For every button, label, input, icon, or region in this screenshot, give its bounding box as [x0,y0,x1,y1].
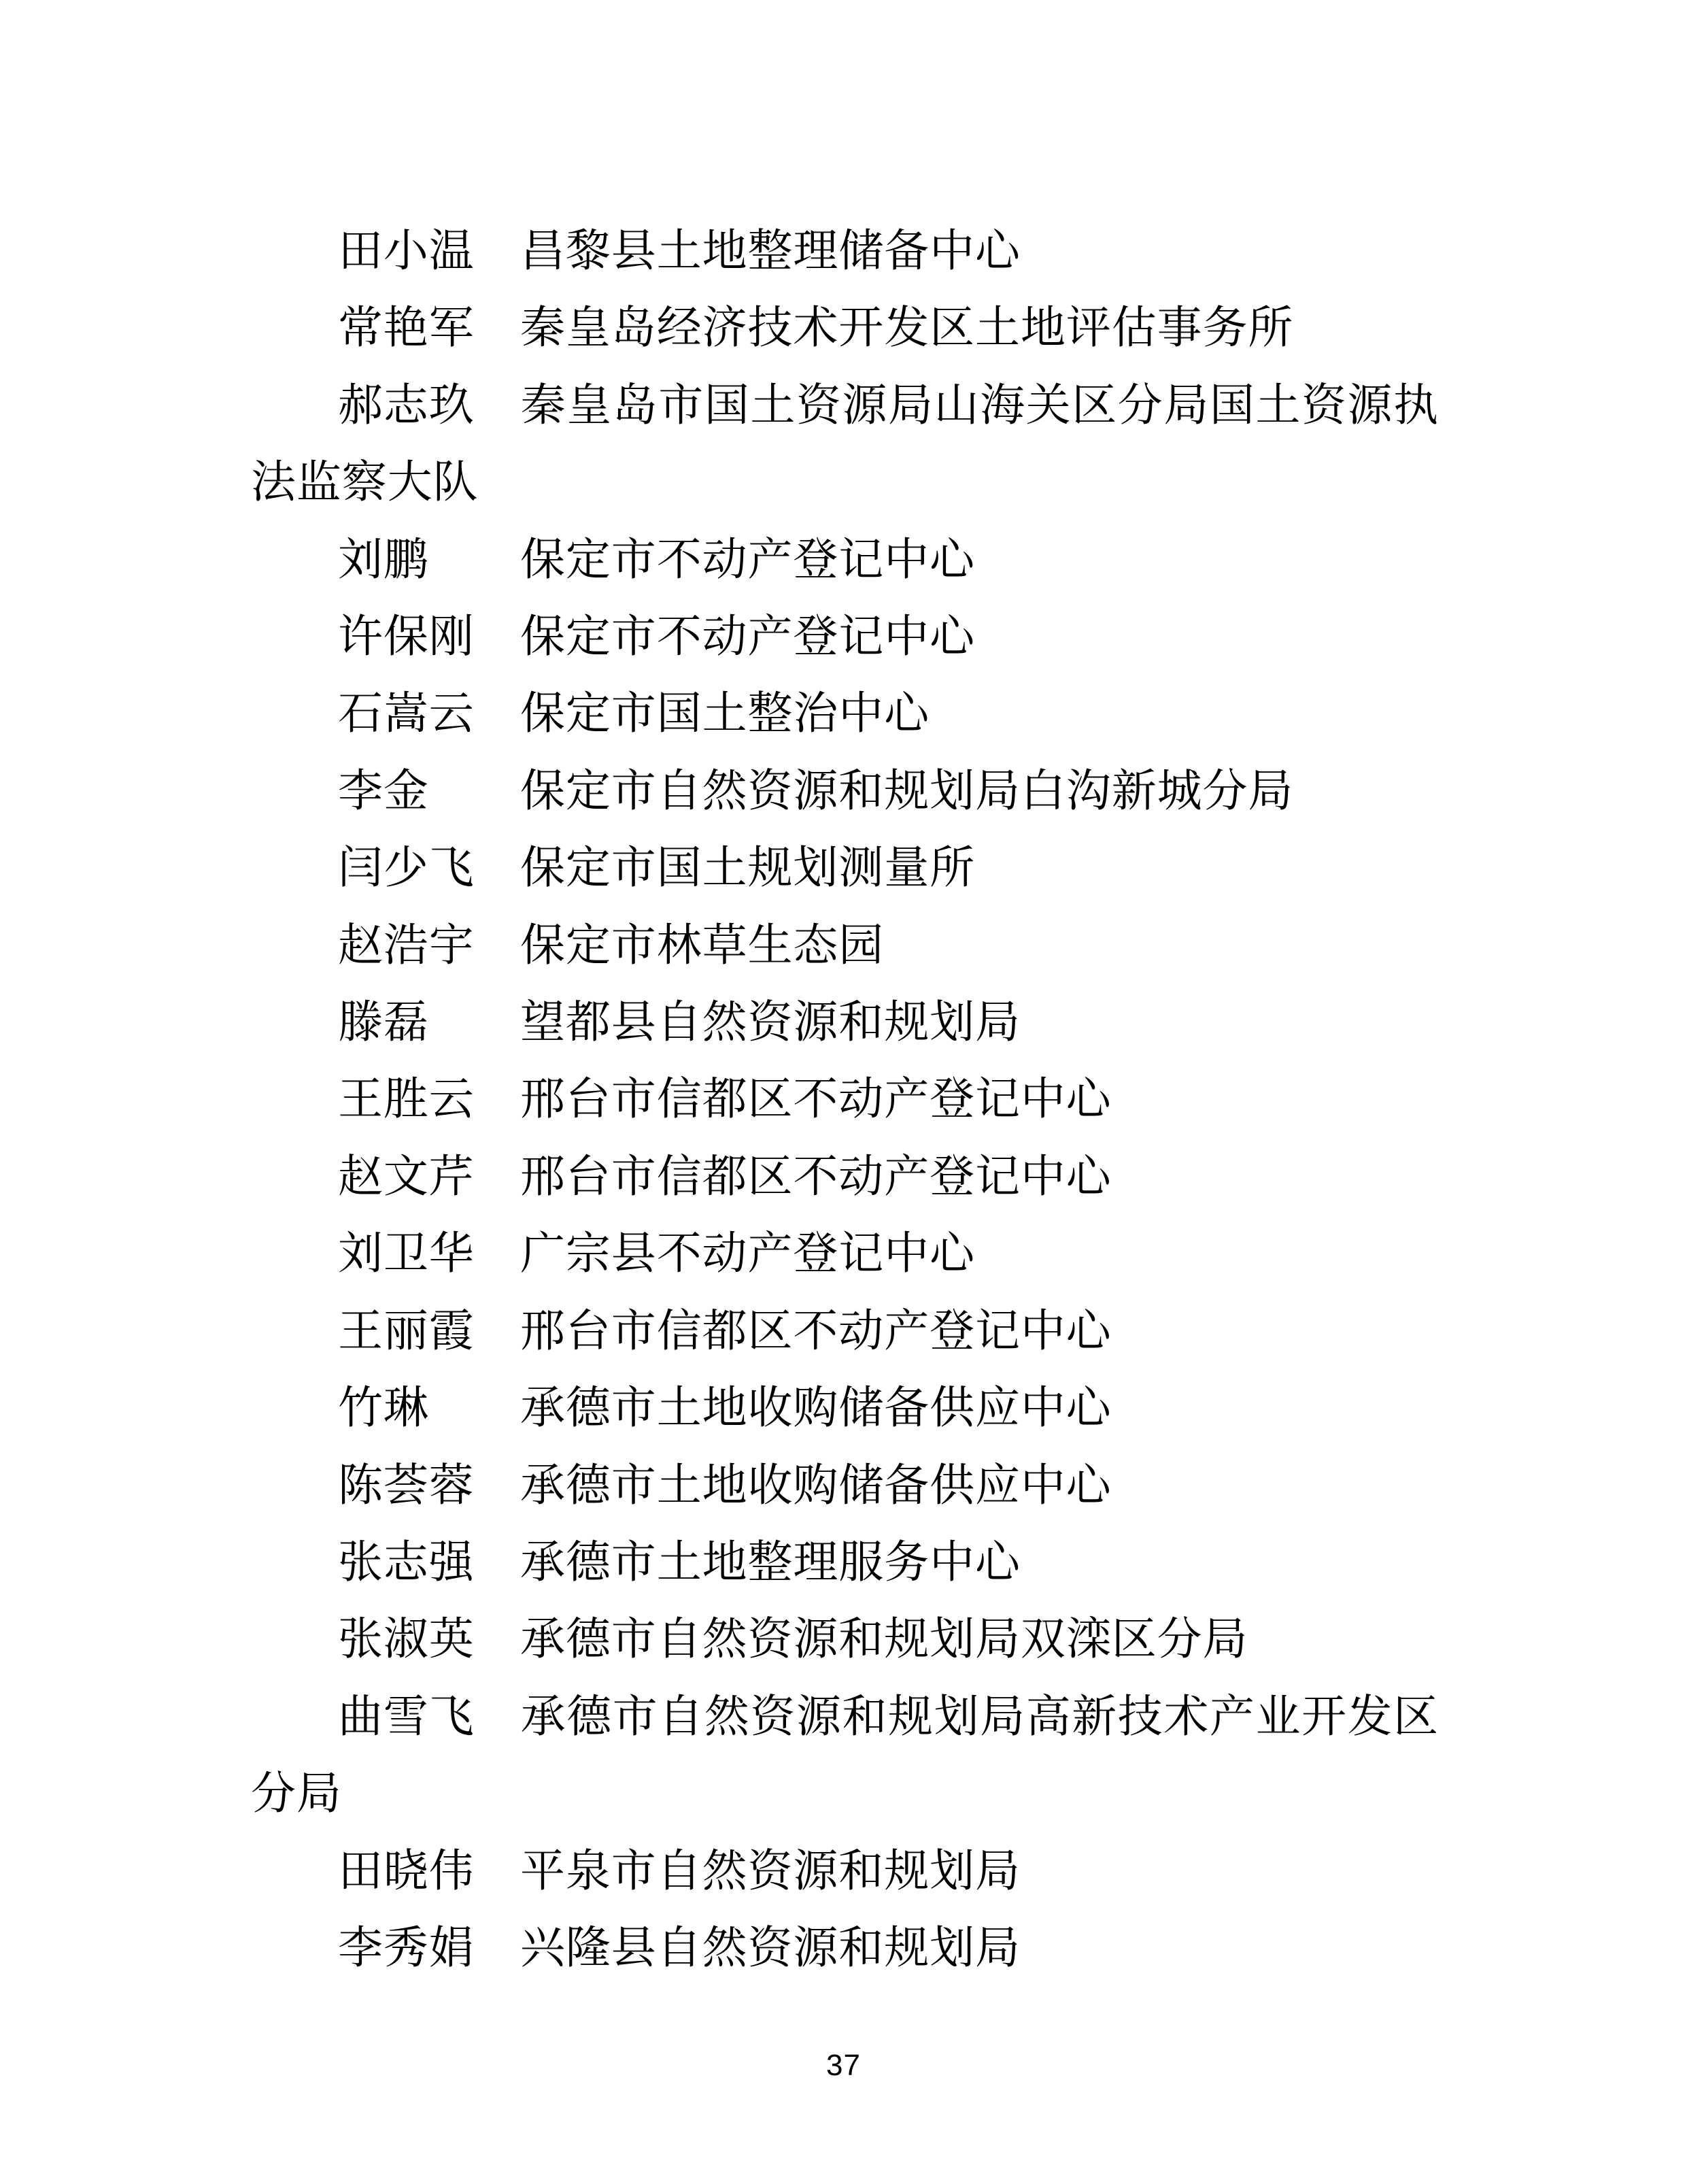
list-item [251,212,1439,289]
list-item [251,289,1439,366]
organization: 保定市国土规划测量所 [520,841,975,894]
organization: 保定市国土整治中心 [520,687,930,740]
person-name: 赵浩宇 [338,918,475,971]
person-name: 田小温 [338,224,475,277]
organization: 秦皇岛市国土资源局山海关区分局国土资源执法监察大队 [251,378,1439,509]
person-name: 刘鹏 [338,533,429,586]
list-item [251,907,1439,984]
person-name: 王胜云 [338,1073,475,1126]
list-item [251,521,1439,598]
organization: 承德市土地收购储备供应中心 [520,1458,1112,1511]
list-item [251,1524,1439,1600]
list-item [251,598,1439,675]
organization: 保定市林草生态园 [520,918,885,971]
list-item [251,367,1439,521]
list-item [251,1292,1439,1369]
organization: 秦皇岛经济技术开发区土地评估事务所 [520,301,1294,354]
organization: 平泉市自然资源和规划局 [520,1844,1021,1897]
person-name: 郝志玖 [338,378,475,431]
person-name: 滕磊 [338,996,429,1049]
person-name: 刘卫华 [338,1227,475,1280]
person-name: 闫少飞 [338,841,475,894]
list-item [251,1215,1439,1292]
list-item [251,1832,1439,1909]
organization: 承德市土地收购储备供应中心 [520,1381,1112,1434]
organization: 望都县自然资源和规划局 [520,996,1021,1049]
award-name-list [251,212,1439,1986]
list-item [251,984,1439,1060]
person-name: 曲雪飞 [338,1690,475,1743]
list-item [251,1600,1439,1677]
organization: 邢台市信都区不动产登记中心 [520,1304,1112,1357]
organization: 昌黎县土地整理储备中心 [520,224,1021,277]
person-name: 张志强 [338,1535,475,1588]
person-name: 赵文芹 [338,1149,475,1203]
person-name: 李金 [338,764,429,817]
list-item [251,1369,1439,1446]
organization: 邢台市信都区不动产登记中心 [520,1073,1112,1126]
person-name: 竹琳 [338,1381,429,1434]
list-item [251,1060,1439,1137]
organization: 保定市自然资源和规划局白沟新城分局 [520,764,1294,817]
organization: 邢台市信都区不动产登记中心 [520,1149,1112,1203]
person-name: 常艳军 [338,301,475,354]
list-item [251,1447,1439,1524]
organization: 广宗县不动产登记中心 [520,1227,975,1280]
organization: 保定市不动产登记中心 [520,533,975,586]
list-item [251,752,1439,829]
person-name: 陈荟蓉 [338,1458,475,1511]
page-number: 37 [826,2049,861,2082]
list-item [251,1909,1439,1986]
organization: 承德市自然资源和规划局双滦区分局 [520,1613,1248,1666]
person-name: 田晓伟 [338,1844,475,1897]
organization: 承德市土地整理服务中心 [520,1535,1021,1588]
organization: 承德市自然资源和规划局高新技术产业开发区分局 [251,1690,1439,1820]
person-name: 张淑英 [338,1613,475,1666]
organization: 兴隆县自然资源和规划局 [520,1921,1021,1974]
list-item [251,675,1439,752]
person-name: 许保刚 [338,610,475,663]
person-name: 王丽霞 [338,1304,475,1357]
person-name: 石嵩云 [338,687,475,740]
list-item [251,1678,1439,1832]
person-name: 李秀娟 [338,1921,475,1974]
organization: 保定市不动产登记中心 [520,610,975,663]
list-item [251,1138,1439,1215]
list-item [251,829,1439,906]
